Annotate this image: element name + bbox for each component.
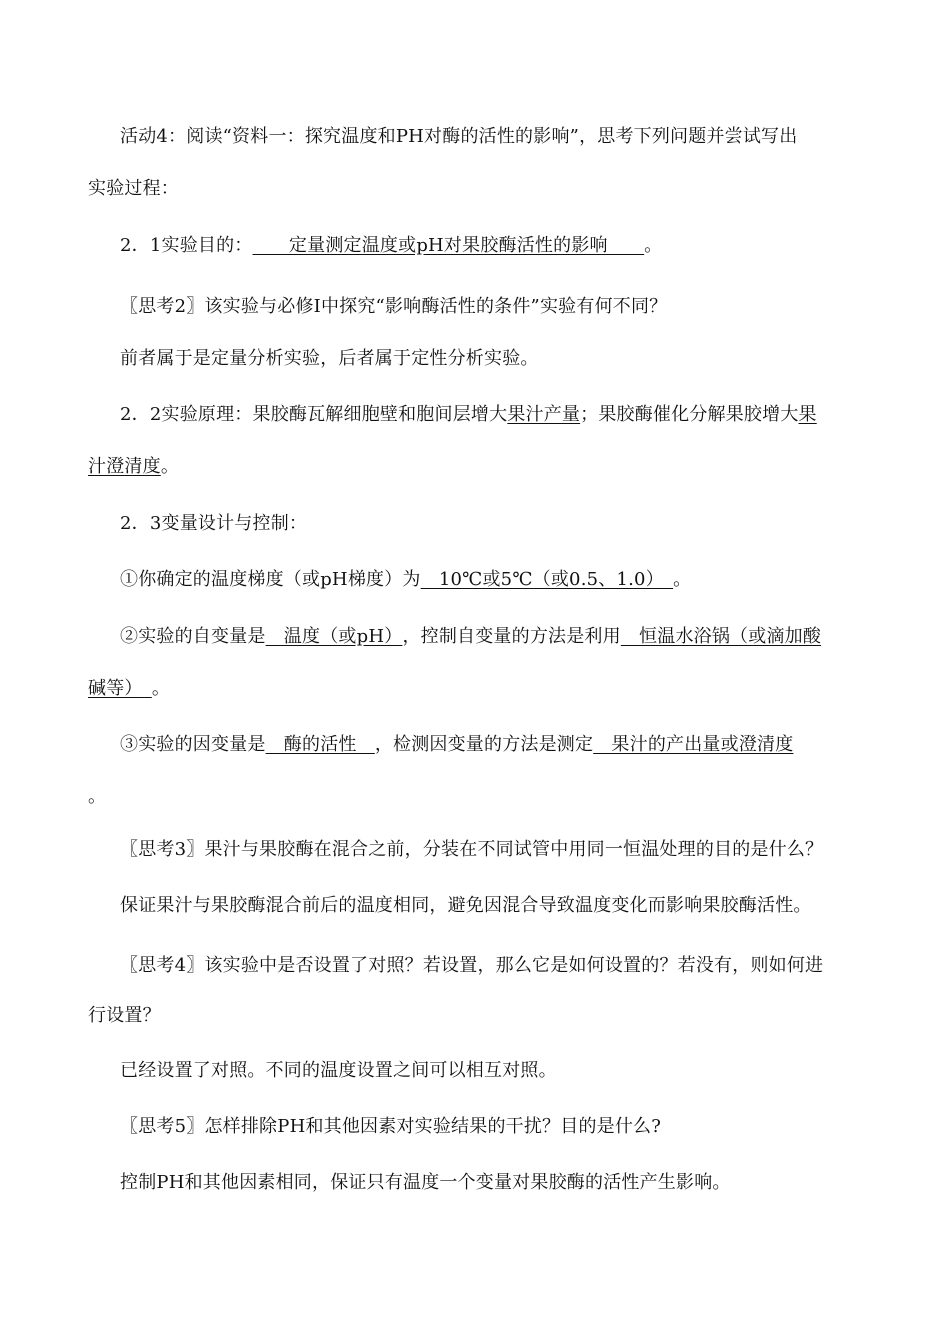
think5-question: 〖思考5〗怎样排除PH和其他因素对实验结果的干扰？目的是什么? (120, 1116, 662, 1137)
variables-item-2-line1: ②实验的自变量是 温度（或pH），控制自变量的方法是利用 恒温水浴锅（或滴加酸 (120, 623, 878, 651)
think2-answer: 前者属于是定量分析实验，后者属于定性分析实验。 (120, 348, 539, 369)
experiment-principle-line1: 2．2实验原理：果胶酶瓦解细胞壁和胞间层增大果汁产量；果胶酶催化分解果胶增大果 (120, 404, 817, 425)
think4-answer: 已经设置了对照。不同的温度设置之间可以相互对照。 (120, 1060, 557, 1081)
variables-item-3-line1: ③实验的因变量是 酶的活性 ，检测因变量的方法是测定 果汁的产出量或澄清度 (120, 731, 878, 759)
principle-answer-2a: 果 (798, 404, 817, 425)
principle-answer-2b: 汁澄清度 (88, 456, 161, 477)
purpose-answer: 定量测定温度或pH对果胶酶活性的影响 (252, 235, 645, 256)
experiment-principle-line2: 汁澄清度。 (88, 456, 180, 477)
purpose-label: 2．1实验目的： (120, 235, 253, 256)
activity-intro-line2: 实验过程： (88, 178, 179, 199)
think3-question: 〖思考3〗果汁与果胶酶在混合之前，分装在不同试管中用同一恒温处理的目的是什么？ (120, 839, 824, 860)
item2-answer-2b: 碱等） (88, 678, 152, 699)
principle-answer-1: 果汁产量 (507, 404, 581, 425)
variables-item-2-line2: 碱等） 。 (88, 678, 171, 699)
item1-answer: 10℃或5℃（或0.5、1.0） (420, 569, 674, 590)
think5-answer: 控制PH和其他因素相同，保证只有温度一个变量对果胶酶的活性产生影响。 (120, 1172, 731, 1193)
item3-answer-2: 果汁的产出量或澄清度 (593, 734, 794, 755)
think3-answer: 保证果汁与果胶酶混合前后的温度相同，避免因混合导致温度变化而影响果胶酶活性。 (120, 895, 812, 916)
think2-question: 〖思考2〗该实验与必修Ⅰ中探究“影响酶活性的条件”实验有何不同？ (120, 296, 668, 317)
experiment-purpose: 2．1实验目的： 定量测定温度或pH对果胶酶活性的影响 。 (120, 232, 878, 260)
think4-question-line2: 行设置？ (88, 1005, 161, 1026)
variables-item-3-line2: 。 (88, 786, 107, 807)
item3-answer-1: 酶的活性 (265, 734, 375, 755)
variables-item-1: ①你确定的温度梯度（或pH梯度）为 10℃或5℃（或0.5、1.0） 。 (120, 566, 878, 594)
item2-answer-2a: 恒温水浴锅（或滴加酸 (620, 626, 822, 647)
item2-answer-1: 温度（或pH） (265, 626, 403, 647)
variables-heading: 2．3变量设计与控制： (120, 513, 308, 534)
think4-question-line1: 〖思考4〗该实验中是否设置了对照？若设置，那么它是如何设置的？若没有，则如何进 (120, 955, 824, 976)
activity-intro-line1: 活动4：阅读“资料一：探究温度和PH对酶的活性的影响”，思考下列问题并尝试写出 (120, 126, 798, 147)
